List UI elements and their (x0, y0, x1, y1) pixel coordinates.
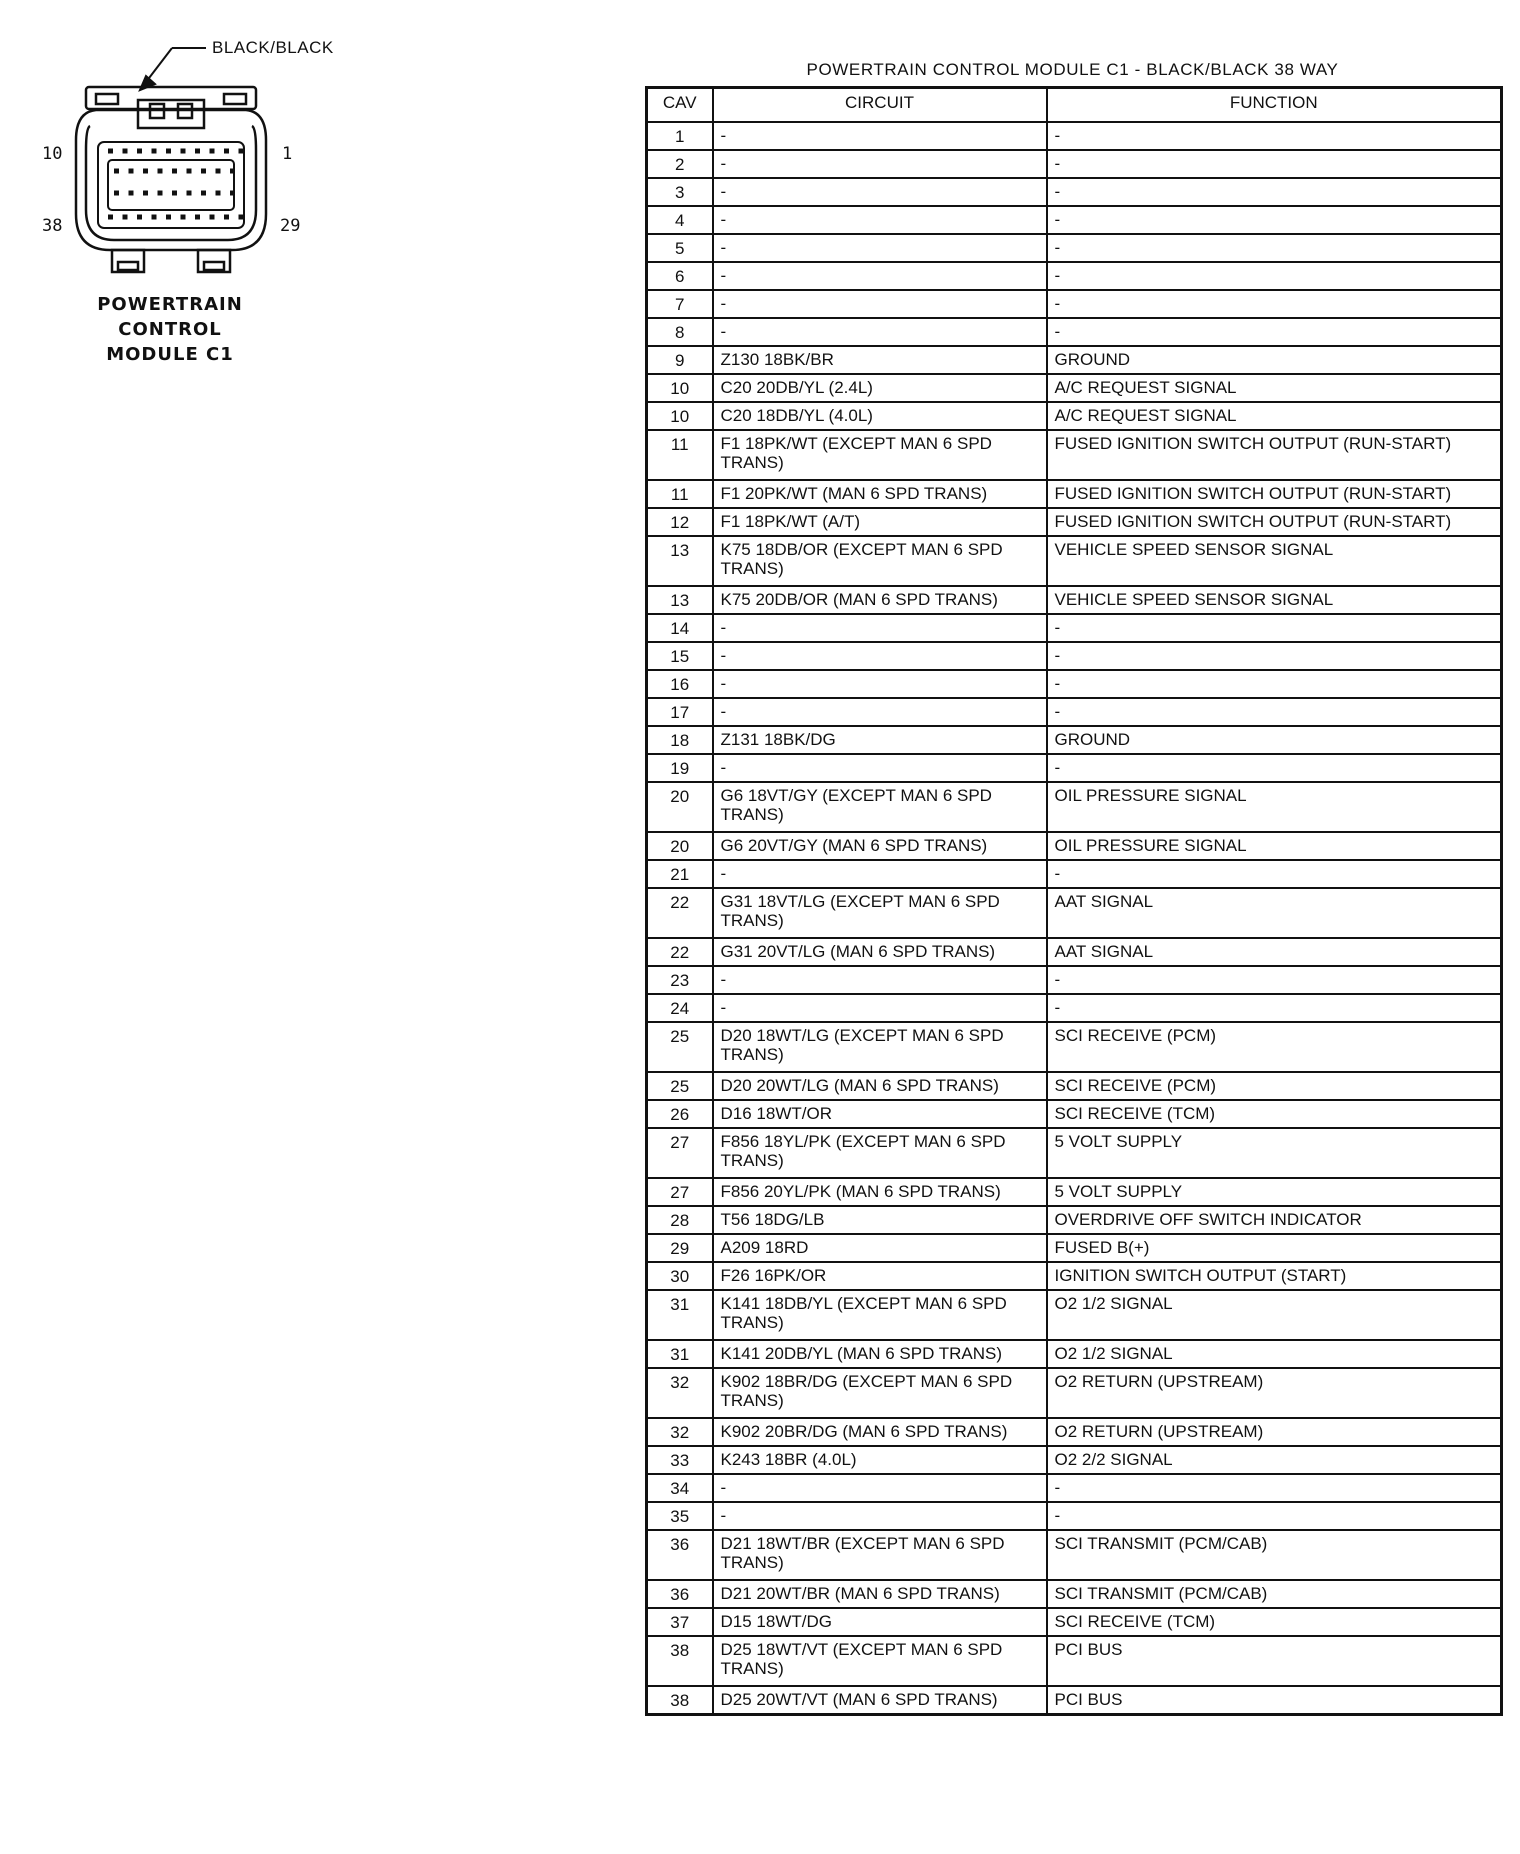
circuit-cell: - (713, 642, 1047, 670)
circuit-cell: - (713, 698, 1047, 726)
table-row (647, 832, 1502, 860)
circuit-cell: K75 18DB/OR (EXCEPT MAN 6 SPD TRANS) (713, 536, 1047, 586)
cav-cell: 33 (647, 1446, 713, 1474)
function-cell: O2 1/2 SIGNAL (1047, 1340, 1502, 1368)
function-cell: - (1047, 994, 1502, 1022)
circuit-cell: F1 20PK/WT (MAN 6 SPD TRANS) (713, 480, 1047, 508)
wire-color-label: BLACK/BLACK (212, 38, 334, 57)
pin-cavity (224, 215, 229, 220)
header-cav: CAV (647, 88, 713, 123)
function-cell: SCI RECEIVE (TCM) (1047, 1100, 1502, 1128)
cav-cell: 28 (647, 1206, 713, 1234)
cav-cell: 38 (647, 1686, 713, 1714)
cav-cell: 10 (647, 402, 713, 430)
table-row (647, 754, 1502, 782)
function-cell: - (1047, 262, 1502, 290)
module-name (80, 292, 260, 367)
pin-cavity (230, 191, 235, 196)
table-row (647, 698, 1502, 726)
circuit-cell: G31 20VT/LG (MAN 6 SPD TRANS) (713, 938, 1047, 966)
circuit-cell: K902 20BR/DG (MAN 6 SPD TRANS) (713, 1418, 1047, 1446)
pin-cavity (187, 191, 192, 196)
cav-cell: 29 (647, 1234, 713, 1262)
circuit-cell: K141 20DB/YL (MAN 6 SPD TRANS) (713, 1340, 1047, 1368)
circuit-cell: - (713, 318, 1047, 346)
pin-cavity (152, 215, 157, 220)
function-cell: 5 VOLT SUPPLY (1047, 1128, 1502, 1178)
cav-cell: 6 (647, 262, 713, 290)
table-row (647, 1502, 1502, 1530)
function-cell: O2 2/2 SIGNAL (1047, 1446, 1502, 1474)
pin-cavity (224, 149, 229, 154)
function-cell: GROUND (1047, 346, 1502, 374)
circuit-cell: F1 18PK/WT (A/T) (713, 508, 1047, 536)
function-cell: - (1047, 178, 1502, 206)
circuit-cell: - (713, 150, 1047, 178)
function-cell: AAT SIGNAL (1047, 888, 1502, 938)
function-cell: - (1047, 642, 1502, 670)
circuit-cell: - (713, 670, 1047, 698)
pin-cavity (143, 191, 148, 196)
table-row (647, 262, 1502, 290)
table-row (647, 402, 1502, 430)
table-row (647, 1290, 1502, 1340)
function-cell: O2 RETURN (UPSTREAM) (1047, 1418, 1502, 1446)
module-name-line-2: CONTROL (118, 319, 222, 340)
cav-cell: 31 (647, 1340, 713, 1368)
table-row (647, 1234, 1502, 1262)
pin-label-1: 1 (282, 144, 293, 164)
table-row (647, 1446, 1502, 1474)
function-cell: FUSED IGNITION SWITCH OUTPUT (RUN-START) (1047, 508, 1502, 536)
circuit-cell: A209 18RD (713, 1234, 1047, 1262)
cav-cell: 7 (647, 290, 713, 318)
table-row (647, 122, 1502, 150)
function-cell: OIL PRESSURE SIGNAL (1047, 782, 1502, 832)
table-row (647, 614, 1502, 642)
cav-cell: 32 (647, 1418, 713, 1446)
pin-label-38: 38 (42, 216, 63, 236)
pin-cavity (129, 191, 134, 196)
circuit-cell: - (713, 178, 1047, 206)
circuit-cell: F1 18PK/WT (EXCEPT MAN 6 SPD TRANS) (713, 430, 1047, 480)
table-row (647, 1474, 1502, 1502)
cav-cell: 13 (647, 586, 713, 614)
cav-cell: 20 (647, 832, 713, 860)
pin-cavity (114, 191, 119, 196)
table-row (647, 1686, 1502, 1714)
function-cell: SCI RECEIVE (PCM) (1047, 1072, 1502, 1100)
circuit-cell: D21 18WT/BR (EXCEPT MAN 6 SPD TRANS) (713, 1530, 1047, 1580)
table-row (647, 670, 1502, 698)
function-cell: SCI TRANSMIT (PCM/CAB) (1047, 1580, 1502, 1608)
table-row (647, 966, 1502, 994)
pin-cavity (108, 215, 113, 220)
table-row (647, 938, 1502, 966)
function-cell: - (1047, 206, 1502, 234)
cav-cell: 11 (647, 430, 713, 480)
cav-cell: 38 (647, 1636, 713, 1686)
pin-label-10: 10 (42, 144, 63, 164)
circuit-cell: - (713, 262, 1047, 290)
cav-cell: 21 (647, 860, 713, 888)
pin-label-29: 29 (280, 216, 301, 236)
circuit-cell: - (713, 994, 1047, 1022)
table-row (647, 1178, 1502, 1206)
circuit-cell: D15 18WT/DG (713, 1608, 1047, 1636)
table-row (647, 206, 1502, 234)
function-cell: 5 VOLT SUPPLY (1047, 1178, 1502, 1206)
circuit-cell: K75 20DB/OR (MAN 6 SPD TRANS) (713, 586, 1047, 614)
circuit-cell: - (713, 966, 1047, 994)
cav-cell: 27 (647, 1178, 713, 1206)
function-cell: - (1047, 234, 1502, 262)
table-row (647, 860, 1502, 888)
pin-cavity (239, 215, 244, 220)
circuit-cell: G31 18VT/LG (EXCEPT MAN 6 SPD TRANS) (713, 888, 1047, 938)
cav-cell: 13 (647, 536, 713, 586)
cav-cell: 1 (647, 122, 713, 150)
cav-cell: 17 (647, 698, 713, 726)
module-name-line-3: MODULE C1 (106, 344, 234, 365)
cav-cell: 36 (647, 1530, 713, 1580)
table-row (647, 374, 1502, 402)
cav-cell: 36 (647, 1580, 713, 1608)
pin-cavity (108, 149, 113, 154)
circuit-cell: C20 20DB/YL (2.4L) (713, 374, 1047, 402)
table-row (647, 1340, 1502, 1368)
function-cell: - (1047, 754, 1502, 782)
table-header-row (647, 88, 1502, 123)
pin-cavity (210, 215, 215, 220)
table-row (647, 888, 1502, 938)
pin-cavity (239, 149, 244, 154)
table-title: POWERTRAIN CONTROL MODULE C1 - BLACK/BLACK 38 WAY (806, 60, 1339, 79)
cav-cell: 32 (647, 1368, 713, 1418)
table-row (647, 1580, 1502, 1608)
function-cell: - (1047, 1474, 1502, 1502)
circuit-cell: D21 20WT/BR (MAN 6 SPD TRANS) (713, 1580, 1047, 1608)
pin-cavity (158, 169, 163, 174)
pin-cavity (216, 169, 221, 174)
table-row (647, 1636, 1502, 1686)
cav-cell: 30 (647, 1262, 713, 1290)
pin-cavity (137, 149, 142, 154)
connector-diagram (0, 0, 360, 380)
pin-cavity (181, 215, 186, 220)
pin-cavity (181, 149, 186, 154)
pin-cavity (210, 149, 215, 154)
circuit-cell: - (713, 290, 1047, 318)
circuit-cell: - (713, 122, 1047, 150)
function-cell: FUSED IGNITION SWITCH OUTPUT (RUN-START) (1047, 430, 1502, 480)
table-row (647, 178, 1502, 206)
cav-cell: 5 (647, 234, 713, 262)
table-row (647, 346, 1502, 374)
pin-cavity (172, 169, 177, 174)
pin-cavity (201, 169, 206, 174)
cav-cell: 19 (647, 754, 713, 782)
table-row (647, 726, 1502, 754)
cav-cell: 10 (647, 374, 713, 402)
circuit-cell: - (713, 1474, 1047, 1502)
pin-cavity (195, 215, 200, 220)
circuit-cell: K141 18DB/YL (EXCEPT MAN 6 SPD TRANS) (713, 1290, 1047, 1340)
function-cell: VEHICLE SPEED SENSOR SIGNAL (1047, 536, 1502, 586)
function-cell: - (1047, 150, 1502, 178)
function-cell: - (1047, 670, 1502, 698)
circuit-cell: K902 18BR/DG (EXCEPT MAN 6 SPD TRANS) (713, 1368, 1047, 1418)
cav-cell: 15 (647, 642, 713, 670)
function-cell: GROUND (1047, 726, 1502, 754)
circuit-cell: F856 18YL/PK (EXCEPT MAN 6 SPD TRANS) (713, 1128, 1047, 1178)
table-row (647, 1608, 1502, 1636)
function-cell: - (1047, 1502, 1502, 1530)
function-cell: OIL PRESSURE SIGNAL (1047, 832, 1502, 860)
header-function: FUNCTION (1047, 88, 1502, 123)
table-row (647, 782, 1502, 832)
header-circuit: CIRCUIT (713, 88, 1047, 123)
table-row (647, 1418, 1502, 1446)
function-cell: PCI BUS (1047, 1636, 1502, 1686)
circuit-cell: T56 18DG/LB (713, 1206, 1047, 1234)
cav-cell: 3 (647, 178, 713, 206)
circuit-cell: - (713, 754, 1047, 782)
cav-cell: 8 (647, 318, 713, 346)
function-cell: - (1047, 614, 1502, 642)
cav-cell: 37 (647, 1608, 713, 1636)
table-row (647, 150, 1502, 178)
pin-cavity (137, 215, 142, 220)
cav-cell: 27 (647, 1128, 713, 1178)
table-row (647, 586, 1502, 614)
table-row (647, 1128, 1502, 1178)
function-cell: - (1047, 290, 1502, 318)
circuit-cell: F26 16PK/OR (713, 1262, 1047, 1290)
circuit-cell: D20 20WT/LG (MAN 6 SPD TRANS) (713, 1072, 1047, 1100)
circuit-cell: - (713, 234, 1047, 262)
function-cell: SCI RECEIVE (PCM) (1047, 1022, 1502, 1072)
circuit-cell: D20 18WT/LG (EXCEPT MAN 6 SPD TRANS) (713, 1022, 1047, 1072)
table-body (647, 122, 1502, 1714)
cav-cell: 4 (647, 206, 713, 234)
pin-cavity (201, 191, 206, 196)
pin-cavity (166, 215, 171, 220)
cav-cell: 2 (647, 150, 713, 178)
circuit-cell: D25 18WT/VT (EXCEPT MAN 6 SPD TRANS) (713, 1636, 1047, 1686)
table-row (647, 1368, 1502, 1418)
table-row (647, 508, 1502, 536)
cav-cell: 18 (647, 726, 713, 754)
function-cell: IGNITION SWITCH OUTPUT (START) (1047, 1262, 1502, 1290)
cav-cell: 16 (647, 670, 713, 698)
pin-cavity (166, 149, 171, 154)
circuit-cell: - (713, 206, 1047, 234)
function-cell: - (1047, 860, 1502, 888)
circuit-cell: G6 18VT/GY (EXCEPT MAN 6 SPD TRANS) (713, 782, 1047, 832)
table-row (647, 1530, 1502, 1580)
circuit-cell: - (713, 614, 1047, 642)
pin-cavity (123, 149, 128, 154)
function-cell: FUSED IGNITION SWITCH OUTPUT (RUN-START) (1047, 480, 1502, 508)
module-name-line-1: POWERTRAIN (97, 294, 243, 315)
table-row (647, 234, 1502, 262)
function-cell: - (1047, 966, 1502, 994)
circuit-cell: - (713, 860, 1047, 888)
table-row (647, 1100, 1502, 1128)
circuit-cell: D16 18WT/OR (713, 1100, 1047, 1128)
cav-cell: 24 (647, 994, 713, 1022)
table-row (647, 1206, 1502, 1234)
cav-cell: 11 (647, 480, 713, 508)
circuit-cell: K243 18BR (4.0L) (713, 1446, 1047, 1474)
circuit-cell: G6 20VT/GY (MAN 6 SPD TRANS) (713, 832, 1047, 860)
cav-cell: 12 (647, 508, 713, 536)
table-row (647, 1072, 1502, 1100)
circuit-cell: F856 20YL/PK (MAN 6 SPD TRANS) (713, 1178, 1047, 1206)
cav-cell: 14 (647, 614, 713, 642)
function-cell: A/C REQUEST SIGNAL (1047, 402, 1502, 430)
pin-cavity (123, 215, 128, 220)
circuit-cell: Z131 18BK/DG (713, 726, 1047, 754)
table-row (647, 642, 1502, 670)
function-cell: - (1047, 122, 1502, 150)
cav-cell: 25 (647, 1022, 713, 1072)
pin-cavity (143, 169, 148, 174)
circuit-cell: D25 20WT/VT (MAN 6 SPD TRANS) (713, 1686, 1047, 1714)
cav-cell: 35 (647, 1502, 713, 1530)
table-row (647, 994, 1502, 1022)
circuit-cell: C20 18DB/YL (4.0L) (713, 402, 1047, 430)
function-cell: OVERDRIVE OFF SWITCH INDICATOR (1047, 1206, 1502, 1234)
function-cell: - (1047, 698, 1502, 726)
pin-cavity (129, 169, 134, 174)
cav-cell: 34 (647, 1474, 713, 1502)
table-row (647, 1262, 1502, 1290)
function-cell: SCI TRANSMIT (PCM/CAB) (1047, 1530, 1502, 1580)
function-cell: - (1047, 318, 1502, 346)
pin-cavity (216, 191, 221, 196)
cav-cell: 31 (647, 1290, 713, 1340)
function-cell: AAT SIGNAL (1047, 938, 1502, 966)
cav-cell: 25 (647, 1072, 713, 1100)
table-row (647, 430, 1502, 480)
function-cell: O2 RETURN (UPSTREAM) (1047, 1368, 1502, 1418)
cav-cell: 26 (647, 1100, 713, 1128)
pin-cavity (230, 169, 235, 174)
connector-shell (76, 87, 266, 272)
table-row (647, 480, 1502, 508)
pin-cavity (158, 191, 163, 196)
function-cell: FUSED B(+) (1047, 1234, 1502, 1262)
function-cell: SCI RECEIVE (TCM) (1047, 1608, 1502, 1636)
pin-cavity (172, 191, 177, 196)
table-row (647, 318, 1502, 346)
pin-cavity (195, 149, 200, 154)
function-cell: A/C REQUEST SIGNAL (1047, 374, 1502, 402)
pinout-table (645, 86, 1503, 1716)
wire-color-pointer (140, 48, 206, 90)
table-row (647, 1022, 1502, 1072)
table-row (647, 536, 1502, 586)
cav-cell: 22 (647, 888, 713, 938)
pin-cavity (152, 149, 157, 154)
circuit-cell: - (713, 1502, 1047, 1530)
pin-cavity (187, 169, 192, 174)
cav-cell: 22 (647, 938, 713, 966)
function-cell: O2 1/2 SIGNAL (1047, 1290, 1502, 1340)
function-cell: PCI BUS (1047, 1686, 1502, 1714)
table-row (647, 290, 1502, 318)
cav-cell: 23 (647, 966, 713, 994)
function-cell: VEHICLE SPEED SENSOR SIGNAL (1047, 586, 1502, 614)
circuit-cell: Z130 18BK/BR (713, 346, 1047, 374)
cav-cell: 9 (647, 346, 713, 374)
pin-cavity (114, 169, 119, 174)
cav-cell: 20 (647, 782, 713, 832)
